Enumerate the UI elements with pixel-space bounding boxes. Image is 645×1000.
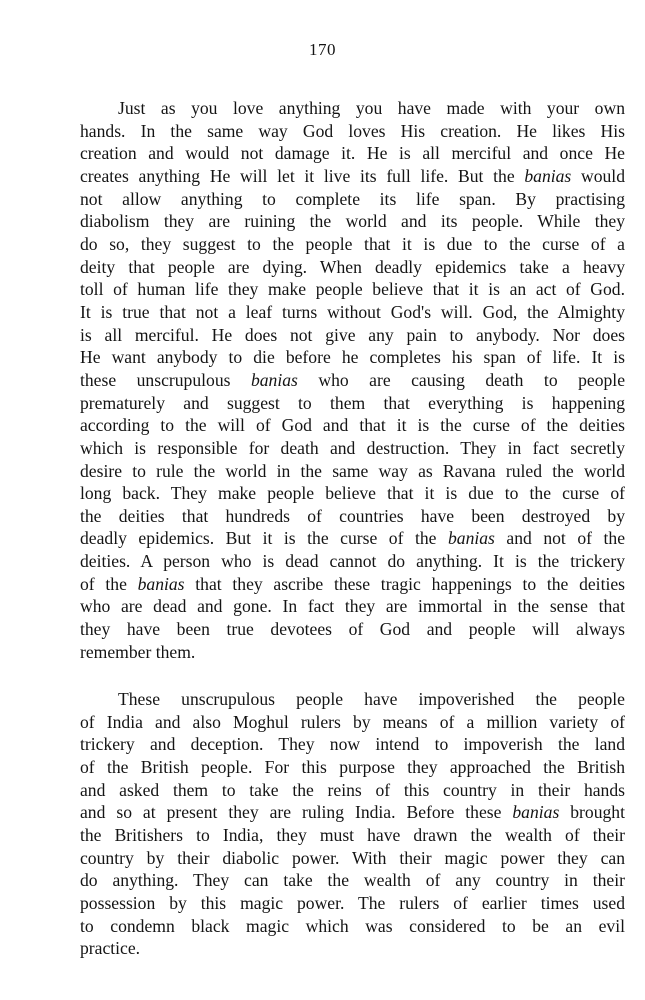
text-line: who are dead and gone. In fact they are immortal in the sense that [80, 596, 625, 617]
text-line: These unscrupulous people have impoverished the people [118, 689, 625, 709]
text-line: and so at present they are ruling India. Before these banias brought [80, 802, 625, 823]
text-line: trickery and deception. They now intend to impoverish the land [80, 734, 625, 755]
text-line: hands. In the same way God loves His creation. He likes His [80, 120, 625, 141]
text-line: Just as you love anything you have made with your own [118, 98, 625, 118]
text-line: is all merciful. He does not give any pain to anybody. Nor does [80, 324, 625, 345]
page-number: 170 [309, 40, 336, 59]
text-line: the deities that hundreds of countries have been destroyed by [80, 505, 625, 526]
text-line: which is responsible for death and destruction. They in fact secretly [80, 437, 625, 458]
text-line: diabolism they are ruining the world and its people. While they [80, 211, 625, 232]
paragraph-1 [80, 97, 625, 663]
text-line: toll of human life they make people believe that it is an act of God. [80, 279, 625, 300]
text-line: and asked them to take the reins of this country in their hands [80, 779, 625, 800]
text-line: not allow anything to complete its life span. By practising [80, 188, 625, 209]
text-line: these unscrupulous banias who are causing death to people [80, 369, 625, 390]
text-line: do so, they suggest to the people that it is due to the curse of a [80, 233, 625, 254]
paragraph-text [80, 97, 625, 663]
text-line: creates anything He will let it live its full life. But the banias would [80, 165, 625, 186]
text-line: they have been true devotees of God and people will always [80, 619, 625, 640]
text-line: the Britishers to India, they must have drawn the wealth of their [80, 824, 625, 845]
text-line: It is true that not a leaf turns without God's will. God, the Almighty [80, 301, 625, 322]
text-line: prematurely and suggest to them that everything is happening [80, 392, 625, 413]
text-line: long back. They make people believe that it is due to the curse of [80, 483, 625, 504]
paragraph-text [80, 688, 625, 960]
text-line: creation and would not damage it. He is all merciful and once He [80, 143, 625, 164]
text-line: deity that people are dying. When deadly epidemics take a heavy [80, 256, 625, 277]
text-line: of India and also Moghul rulers by means of a million variety of [80, 711, 625, 732]
text-line: remember them. [80, 641, 196, 662]
text-line: practice. [80, 938, 141, 959]
text-line: He want anybody to die before he completes his span of life. It is [80, 347, 625, 368]
paragraph-2 [80, 688, 625, 960]
text-line: according to the will of God and that it is the curse of the deities [80, 415, 625, 436]
text-line: of the British people. For this purpose they approached the British [80, 756, 625, 777]
text-line: possession by this magic power. The rulers of earlier times used [80, 892, 625, 913]
text-line: deities. A person who is dead cannot do anything. It is the trickery [80, 551, 625, 572]
text-line: country by their diabolic power. With their magic power they can [80, 847, 625, 868]
text-line: deadly epidemics. But it is the curse of the banias and not of the [80, 528, 626, 549]
text-line: do anything. They can take the wealth of any country in their [80, 870, 625, 891]
text-line: desire to rule the world in the same way as Ravana ruled the world [80, 460, 625, 481]
text-line: of the banias that they ascribe these tragic happenings to the deities [80, 573, 626, 594]
text-line: to condemn black magic which was considered to be an evil [80, 915, 625, 936]
